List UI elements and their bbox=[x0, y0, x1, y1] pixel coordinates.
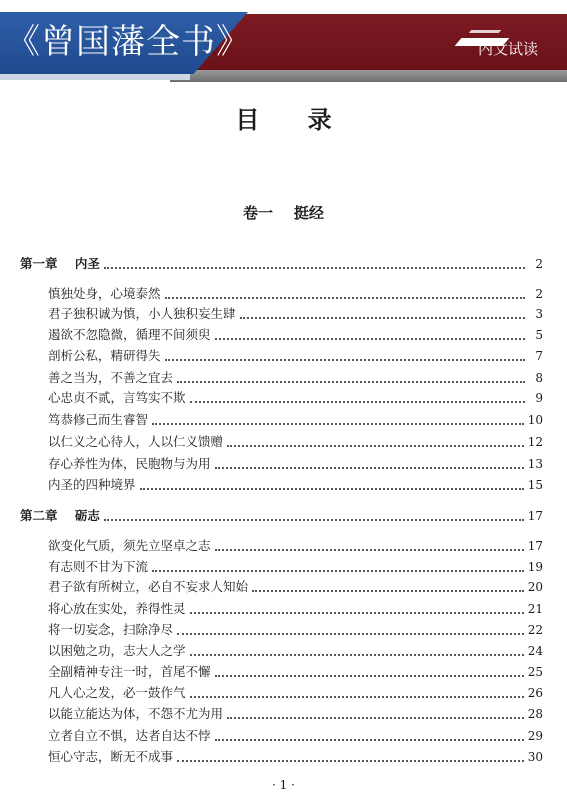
banner-blue-shadow bbox=[0, 74, 190, 80]
page-number-ref: 26 bbox=[527, 686, 543, 700]
dot-leader bbox=[215, 549, 524, 551]
section-title: 凡人心之发，必一鼓作气 bbox=[48, 685, 186, 700]
toc-section-row bbox=[48, 745, 543, 765]
toc-section-row bbox=[48, 302, 543, 322]
dot-leader bbox=[104, 519, 524, 521]
dot-leader bbox=[215, 338, 525, 340]
dot-leader bbox=[177, 633, 524, 635]
toc-section-row bbox=[48, 618, 543, 638]
toc-section-row bbox=[48, 408, 543, 428]
dot-leader bbox=[152, 570, 524, 572]
section-title: 以能立能达为体，不怨不尤为用 bbox=[48, 706, 224, 721]
section-title: 欲变化气质，须先立坚卓之志 bbox=[48, 538, 211, 553]
dot-leader bbox=[190, 612, 524, 614]
dot-leader bbox=[215, 467, 524, 469]
section-title: 心忠贞不贰，言笃实不欺 bbox=[48, 390, 186, 405]
dot-leader bbox=[177, 381, 525, 383]
toc-section-row bbox=[48, 575, 543, 595]
page-number-ref: 24 bbox=[527, 644, 543, 658]
page-number-ref: 28 bbox=[527, 707, 543, 721]
section-title: 剖析公私，精研得失 bbox=[48, 348, 161, 363]
section-title: 将一切妄念，扫除净尽 bbox=[48, 622, 174, 637]
section-title: 君子独积诚为慎，小人独积妄生肆 bbox=[48, 306, 236, 321]
page-number-ref: 19 bbox=[527, 560, 543, 574]
book-title: 《曾国藩全书》 bbox=[6, 22, 251, 62]
dot-leader bbox=[215, 675, 524, 677]
volume-title: 卷一 挺经 bbox=[243, 204, 324, 222]
section-title: 立者自立不惧，达者自达不悖 bbox=[48, 728, 211, 743]
page-number-ref: 12 bbox=[527, 435, 543, 449]
toc-section-row bbox=[48, 660, 543, 680]
page-number-ref: 2 bbox=[535, 257, 543, 271]
toc-section-row bbox=[48, 344, 543, 364]
header-banner bbox=[0, 0, 567, 84]
page-number-ref: 9 bbox=[535, 391, 543, 405]
toc-section-row bbox=[48, 681, 543, 701]
toc-section-row bbox=[48, 323, 543, 343]
decorative-slash-icon bbox=[469, 30, 502, 33]
page-number: · 1 · bbox=[272, 778, 295, 792]
page-number-ref: 25 bbox=[527, 665, 543, 679]
page-number-ref: 17 bbox=[527, 509, 543, 523]
page-number-ref: 10 bbox=[527, 413, 543, 427]
toc-section-row bbox=[48, 534, 543, 554]
sample-reading-label: 内文试读 bbox=[478, 40, 539, 58]
page-number-ref: 2 bbox=[535, 287, 543, 301]
dot-leader bbox=[190, 401, 525, 403]
dot-leader bbox=[215, 739, 524, 741]
toc-section-row bbox=[48, 430, 543, 450]
section-title: 君子欲有所树立，必自不妄求人知始 bbox=[48, 579, 249, 594]
page-title: 目 录 bbox=[235, 106, 352, 134]
toc-section-row bbox=[48, 702, 543, 722]
toc-section-row bbox=[48, 724, 543, 744]
dot-leader bbox=[227, 445, 524, 447]
chapter-title: 第二章 砺志 bbox=[20, 508, 100, 523]
section-title: 笃恭修己而生睿智 bbox=[48, 412, 149, 427]
toc-section-row bbox=[48, 555, 543, 575]
page-number-ref: 30 bbox=[527, 750, 543, 764]
dot-leader bbox=[190, 654, 524, 656]
dot-leader bbox=[177, 760, 524, 762]
banner-gray-strip bbox=[170, 70, 567, 82]
dot-leader bbox=[140, 488, 524, 490]
dot-leader bbox=[240, 317, 525, 319]
section-title: 遏欲不忽隐微，循理不间须臾 bbox=[48, 327, 211, 342]
section-title: 有志则不甘为下流 bbox=[48, 559, 149, 574]
dot-leader bbox=[165, 359, 525, 361]
dot-leader bbox=[152, 423, 524, 425]
section-title: 全副精神专注一时，首尾不懈 bbox=[48, 664, 211, 679]
section-title: 善之当为，不善之宜去 bbox=[48, 370, 174, 385]
page-number-ref: 15 bbox=[527, 478, 543, 492]
section-title: 内圣的四种境界 bbox=[48, 477, 136, 492]
page-number-ref: 17 bbox=[527, 539, 543, 553]
section-title: 慎独处身，心境泰然 bbox=[48, 286, 161, 301]
toc-chapter-row bbox=[20, 252, 543, 272]
dot-leader bbox=[252, 590, 524, 592]
dot-leader bbox=[165, 297, 525, 299]
chapter-title: 第一章 内圣 bbox=[20, 256, 100, 271]
toc-section-row bbox=[48, 282, 543, 302]
toc-section-row bbox=[48, 597, 543, 617]
page-number-ref: 8 bbox=[535, 371, 543, 385]
page-number-ref: 3 bbox=[535, 307, 543, 321]
toc-section-row bbox=[48, 366, 543, 386]
section-title: 以困勉之功，志大人之学 bbox=[48, 643, 186, 658]
page-number-ref: 13 bbox=[527, 457, 543, 471]
toc-section-row bbox=[48, 473, 543, 493]
page-number-ref: 29 bbox=[527, 729, 543, 743]
toc-section-row bbox=[48, 639, 543, 659]
toc-section-row bbox=[48, 452, 543, 472]
dot-leader bbox=[190, 696, 524, 698]
dot-leader bbox=[104, 267, 525, 269]
dot-leader bbox=[227, 717, 524, 719]
toc-section-row bbox=[48, 386, 543, 406]
section-title: 将心放在实处，养得性灵 bbox=[48, 601, 186, 616]
section-title: 以仁义之心待人，人以仁义馈赠 bbox=[48, 434, 224, 449]
page-number-ref: 22 bbox=[527, 623, 543, 637]
toc-chapter-row bbox=[20, 504, 543, 524]
page-number-ref: 21 bbox=[527, 602, 543, 616]
section-title: 存心养性为体，民胞物与为用 bbox=[48, 456, 211, 471]
section-title: 恒心守志，断无不成事 bbox=[48, 749, 174, 764]
page-number-ref: 5 bbox=[535, 328, 543, 342]
page-number-ref: 7 bbox=[535, 349, 543, 363]
page-number-ref: 20 bbox=[527, 580, 543, 594]
